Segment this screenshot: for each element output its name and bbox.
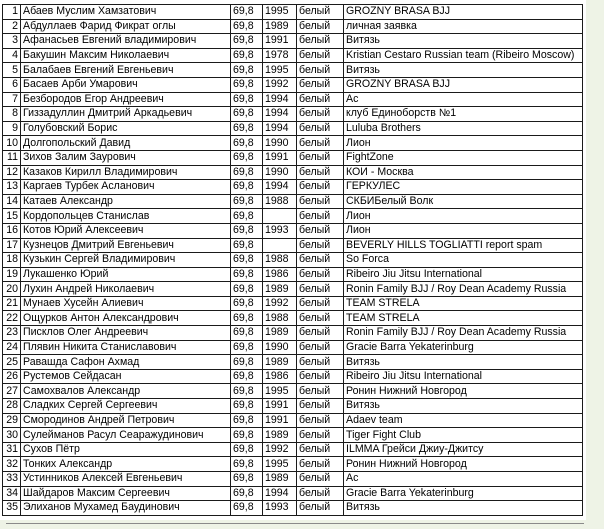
cell-weight[interactable]: 69,8 [231,399,263,414]
cell-name[interactable]: Безбородов Егор Андреевич [21,92,231,107]
cell-birth-year[interactable]: 1990 [263,136,297,151]
cell-weight[interactable]: 69,8 [231,442,263,457]
cell-weight[interactable]: 69,8 [231,457,263,472]
cell-belt[interactable]: белый [297,428,344,443]
cell-weight[interactable]: 69,8 [231,107,263,122]
cell-belt[interactable]: белый [297,340,344,355]
cell-name[interactable]: Абдуллаев Фарид Фикрат оглы [21,19,231,34]
cell-weight[interactable]: 69,8 [231,253,263,268]
cell-weight[interactable]: 69,8 [231,384,263,399]
table-row [3,311,583,326]
cell-belt[interactable]: белый [297,180,344,195]
participants-table-body [3,5,583,516]
cell-belt[interactable]: белый [297,194,344,209]
cell-birth-year[interactable]: 1995 [263,63,297,78]
cell-belt[interactable]: белый [297,413,344,428]
cell-birth-year[interactable]: 1988 [263,194,297,209]
cell-weight[interactable]: 69,8 [231,238,263,253]
table-row [3,77,583,92]
cell-birth-year[interactable]: 1986 [263,267,297,282]
cell-birth-year[interactable]: 1994 [263,121,297,136]
cell-name[interactable]: Долгопольский Давид [21,136,231,151]
cell-birth-year[interactable]: 1994 [263,180,297,195]
cell-number[interactable]: 25 [3,355,21,370]
cell-number[interactable]: 30 [3,428,21,443]
cell-belt[interactable]: белый [297,282,344,297]
cell-team[interactable]: Витязь [344,399,583,414]
table-row [3,253,583,268]
cell-belt[interactable]: белый [297,486,344,501]
cell-team[interactable]: Витязь [344,34,583,49]
cell-number[interactable]: 9 [3,121,21,136]
cell-birth-year[interactable]: 1989 [263,326,297,341]
cell-name[interactable]: Кузькин Сергей Владимирович [21,253,231,268]
cell-team[interactable]: TEAM STRELA [344,311,583,326]
cell-name[interactable]: Тонких Александр [21,457,231,472]
cell-team[interactable]: FightZone [344,150,583,165]
table-row [3,486,583,501]
table-row [3,384,583,399]
cell-name[interactable]: Ощурков Антон Александрович [21,311,231,326]
cell-number[interactable]: 18 [3,253,21,268]
table-row [3,472,583,487]
cell-weight[interactable]: 69,8 [231,501,263,516]
cell-number[interactable]: 14 [3,194,21,209]
cell-birth-year[interactable]: 1994 [263,92,297,107]
cell-belt[interactable]: белый [297,121,344,136]
cell-belt[interactable]: белый [297,253,344,268]
table-row [3,457,583,472]
cell-belt[interactable]: белый [297,501,344,516]
cell-belt[interactable]: белый [297,311,344,326]
table-row [3,107,583,122]
cell-belt[interactable]: белый [297,296,344,311]
cell-birth-year[interactable]: 1991 [263,413,297,428]
cell-number[interactable]: 16 [3,223,21,238]
table-row [3,326,583,341]
cell-team[interactable]: Ribeiro Jiu Jitsu International [344,267,583,282]
cell-birth-year[interactable]: 1994 [263,486,297,501]
cell-weight[interactable]: 69,8 [231,121,263,136]
cell-team[interactable]: ILMMA Грейси Джиу-Джитсу [344,442,583,457]
cell-team[interactable]: So Forca [344,253,583,268]
cell-weight[interactable]: 69,8 [231,19,263,34]
cell-team[interactable]: Adaev team [344,413,583,428]
cell-weight[interactable]: 69,8 [231,150,263,165]
cell-weight[interactable]: 69,8 [231,5,263,20]
cell-birth-year[interactable]: 1992 [263,442,297,457]
cell-weight[interactable]: 69,8 [231,486,263,501]
cell-belt[interactable]: белый [297,472,344,487]
cell-team[interactable]: TEAM STRELA [344,296,583,311]
cell-birth-year[interactable]: 1986 [263,369,297,384]
cell-birth-year[interactable]: 1993 [263,501,297,516]
cell-name[interactable]: Рустемов Сейдасан [21,369,231,384]
cell-team[interactable]: Gracie Barra Yekaterinburg [344,340,583,355]
cell-number[interactable]: 27 [3,384,21,399]
cell-team[interactable]: Витязь [344,355,583,370]
cell-belt[interactable]: белый [297,34,344,49]
cell-team[interactable]: личная заявка [344,19,583,34]
cell-birth-year[interactable]: 1992 [263,296,297,311]
table-row [3,209,583,224]
cell-name[interactable]: Зихов Залим Заурович [21,150,231,165]
cell-team[interactable]: Лион [344,223,583,238]
table-row [3,194,583,209]
cell-belt[interactable]: белый [297,326,344,341]
cell-number[interactable]: 28 [3,399,21,414]
cell-name[interactable]: Мунаев Хусейн Алиевич [21,296,231,311]
table-row [3,296,583,311]
cell-birth-year[interactable]: 1993 [263,223,297,238]
cell-name[interactable]: Сулейманов Расул Сеаражудинович [21,428,231,443]
table-row [3,501,583,516]
cell-team[interactable]: Ronin Family BJJ / Roy Dean Academy Russia [344,326,583,341]
cell-name[interactable]: Котов Юрий Алексеевич [21,223,231,238]
table-row [3,121,583,136]
cell-team[interactable]: Kristian Cestaro Russian team (Ribeiro Moscow) [344,48,583,63]
cell-weight[interactable]: 69,8 [231,355,263,370]
table-row [3,48,583,63]
cell-number[interactable]: 21 [3,296,21,311]
cell-weight[interactable]: 69,8 [231,296,263,311]
cell-number[interactable]: 33 [3,472,21,487]
cell-birth-year[interactable]: 1988 [263,253,297,268]
cell-birth-year[interactable]: 1992 [263,77,297,92]
cell-weight[interactable]: 69,8 [231,165,263,180]
cell-team[interactable]: ГЕРКУЛЕС [344,180,583,195]
cell-birth-year[interactable]: 1990 [263,340,297,355]
cell-weight[interactable]: 69,8 [231,428,263,443]
cell-birth-year[interactable]: 1994 [263,107,297,122]
cell-belt[interactable]: белый [297,238,344,253]
cell-team[interactable]: BEVERLY HILLS TOGLIATTI report spam [344,238,583,253]
table-row [3,340,583,355]
cell-name[interactable]: Каргаев Турбек Асланович [21,180,231,195]
cell-number[interactable]: 1 [3,5,21,20]
cell-belt[interactable]: белый [297,77,344,92]
table-row [3,399,583,414]
cell-name[interactable]: Самохвалов Александр [21,384,231,399]
cell-name[interactable]: Лухин Андрей Николаевич [21,282,231,297]
cell-name[interactable]: Смородинов Андрей Петрович [21,413,231,428]
cell-team[interactable]: Лион [344,209,583,224]
cell-team[interactable]: GROZNY BRASA BJJ [344,5,583,20]
cell-name[interactable]: Катаев Александр [21,194,231,209]
cell-weight[interactable]: 69,8 [231,267,263,282]
cell-name[interactable]: Лукашенко Юрий [21,267,231,282]
table-row [3,267,583,282]
cell-name[interactable]: Элиханов Мухамед Баудинович [21,501,231,516]
table-row [3,282,583,297]
cell-team[interactable]: Ronin Family BJJ / Roy Dean Academy Russia [344,282,583,297]
table-row [3,5,583,20]
cell-weight[interactable]: 69,8 [231,472,263,487]
cell-name[interactable]: Бакушин Максим Николаевич [21,48,231,63]
cell-number[interactable]: 4 [3,48,21,63]
cell-number[interactable]: 24 [3,340,21,355]
cell-belt[interactable]: белый [297,150,344,165]
cell-belt[interactable]: белый [297,92,344,107]
table-row [3,369,583,384]
cell-birth-year[interactable]: 1988 [263,311,297,326]
cell-number[interactable]: 10 [3,136,21,151]
cell-weight[interactable]: 69,8 [231,369,263,384]
cell-number[interactable]: 22 [3,311,21,326]
cell-team[interactable]: Витязь [344,501,583,516]
cell-weight[interactable]: 69,8 [231,209,263,224]
cell-team[interactable]: Ac [344,472,583,487]
cell-team[interactable]: Ac [344,92,583,107]
cell-weight[interactable]: 69,8 [231,48,263,63]
cell-belt[interactable]: белый [297,209,344,224]
table-row [3,238,583,253]
cell-name[interactable]: Басаев Арби Умарович [21,77,231,92]
table-row [3,34,583,49]
cell-team[interactable]: клуб Единоборств №1 [344,107,583,122]
cell-number[interactable]: 12 [3,165,21,180]
cell-team[interactable]: Luluba Brothers [344,121,583,136]
cell-birth-year[interactable]: 1995 [263,384,297,399]
cell-number[interactable]: 29 [3,413,21,428]
cell-number[interactable]: 8 [3,107,21,122]
cell-birth-year[interactable]: 1995 [263,457,297,472]
cell-name[interactable]: Кордопольцев Станислав [21,209,231,224]
cell-team[interactable]: Gracie Barra Yekaterinburg [344,486,583,501]
cell-birth-year[interactable]: 1991 [263,150,297,165]
cell-number[interactable]: 26 [3,369,21,384]
cell-weight[interactable]: 69,8 [231,92,263,107]
cell-number[interactable]: 5 [3,63,21,78]
cell-weight[interactable]: 69,8 [231,136,263,151]
bottom-divider [6,523,584,524]
cell-weight[interactable]: 69,8 [231,194,263,209]
cell-number[interactable]: 6 [3,77,21,92]
table-row [3,355,583,370]
cell-number[interactable]: 31 [3,442,21,457]
cell-belt[interactable]: белый [297,442,344,457]
cell-weight[interactable]: 69,8 [231,311,263,326]
cell-number[interactable]: 7 [3,92,21,107]
table-row [3,442,583,457]
cell-birth-year[interactable]: 1990 [263,165,297,180]
cell-number[interactable]: 20 [3,282,21,297]
cell-name[interactable]: Балабаев Евгений Евгеньевич [21,63,231,78]
table-row [3,413,583,428]
cell-name[interactable]: Устинников Алексей Евгеньевич [21,472,231,487]
cell-name[interactable]: Афанасьев Евгений владимирович [21,34,231,49]
cell-belt[interactable]: белый [297,355,344,370]
cell-birth-year[interactable]: 1989 [263,355,297,370]
cell-birth-year[interactable] [263,209,297,224]
cell-team[interactable]: Ронин Нижний Новгород [344,384,583,399]
cell-team[interactable]: Лион [344,136,583,151]
cell-weight[interactable]: 69,8 [231,180,263,195]
cell-belt[interactable]: белый [297,457,344,472]
cell-belt[interactable]: белый [297,5,344,20]
cell-weight[interactable]: 69,8 [231,413,263,428]
cell-weight[interactable]: 69,8 [231,34,263,49]
cell-belt[interactable]: белый [297,369,344,384]
cell-birth-year[interactable]: 1989 [263,282,297,297]
cell-birth-year[interactable]: 1995 [263,5,297,20]
cell-birth-year[interactable]: 1989 [263,19,297,34]
cell-number[interactable]: 32 [3,457,21,472]
table-row [3,63,583,78]
cell-name[interactable]: Плявин Никита Станиславович [21,340,231,355]
cell-belt[interactable]: белый [297,48,344,63]
cell-team[interactable]: GROZNY BRASA BJJ [344,77,583,92]
cell-birth-year[interactable]: 1978 [263,48,297,63]
cell-belt[interactable]: белый [297,223,344,238]
cell-name[interactable]: Голубовский Борис [21,121,231,136]
cell-name[interactable]: Шайдаров Максим Сергеевич [21,486,231,501]
table-row [3,136,583,151]
cell-birth-year[interactable]: 1989 [263,428,297,443]
cell-number[interactable]: 17 [3,238,21,253]
cell-team[interactable]: Витязь [344,63,583,78]
cell-number[interactable]: 3 [3,34,21,49]
cell-team[interactable]: Tiger Fight Club [344,428,583,443]
table-row [3,180,583,195]
cell-number[interactable]: 13 [3,180,21,195]
cell-belt[interactable]: белый [297,267,344,282]
cell-number[interactable]: 34 [3,486,21,501]
page-bottom-area [0,520,604,529]
cell-number[interactable]: 2 [3,19,21,34]
cell-belt[interactable]: белый [297,63,344,78]
cell-birth-year[interactable]: 1991 [263,399,297,414]
cell-weight[interactable]: 69,8 [231,340,263,355]
cell-name[interactable]: Равашда Сафон Ахмад [21,355,231,370]
cell-number[interactable]: 19 [3,267,21,282]
cell-weight[interactable]: 69,8 [231,282,263,297]
cell-team[interactable]: КОИ - Москва [344,165,583,180]
cell-name[interactable]: Сладких Сергей Сергеевич [21,399,231,414]
cell-birth-year[interactable]: 1989 [263,472,297,487]
table-row [3,150,583,165]
cell-number[interactable]: 15 [3,209,21,224]
cell-name[interactable]: Казаков Кирилл Владимирович [21,165,231,180]
cell-belt[interactable]: белый [297,136,344,151]
cell-belt[interactable]: белый [297,384,344,399]
cell-team[interactable]: Ribeiro Jiu Jitsu International [344,369,583,384]
cell-belt[interactable]: белый [297,165,344,180]
cell-number[interactable]: 35 [3,501,21,516]
cell-name[interactable]: Писклов Олег Андреевич [21,326,231,341]
cell-weight[interactable]: 69,8 [231,77,263,92]
cell-number[interactable]: 23 [3,326,21,341]
cell-weight[interactable]: 69,8 [231,223,263,238]
cell-name[interactable]: Гиззадуллин Дмитрий Аркадьевич [21,107,231,122]
table-row [3,428,583,443]
cell-weight[interactable]: 69,8 [231,326,263,341]
cell-number[interactable]: 11 [3,150,21,165]
cell-birth-year[interactable] [263,238,297,253]
participants-table [2,4,583,516]
cell-team[interactable]: Ронин Нижний Новгород [344,457,583,472]
table-row [3,165,583,180]
table-row [3,19,583,34]
table-row [3,223,583,238]
cell-team[interactable]: СКБИБелый Волк [344,194,583,209]
cell-name[interactable]: Кузнецов Дмитрий Евгеньевич [21,238,231,253]
table-row [3,92,583,107]
cell-name[interactable]: Сухов Пётр [21,442,231,457]
cell-belt[interactable]: белый [297,19,344,34]
cell-weight[interactable]: 69,8 [231,63,263,78]
cell-belt[interactable]: белый [297,399,344,414]
cell-belt[interactable]: белый [297,107,344,122]
cell-birth-year[interactable]: 1991 [263,34,297,49]
cell-name[interactable]: Абаев Муслим Хамзатович [21,5,231,20]
